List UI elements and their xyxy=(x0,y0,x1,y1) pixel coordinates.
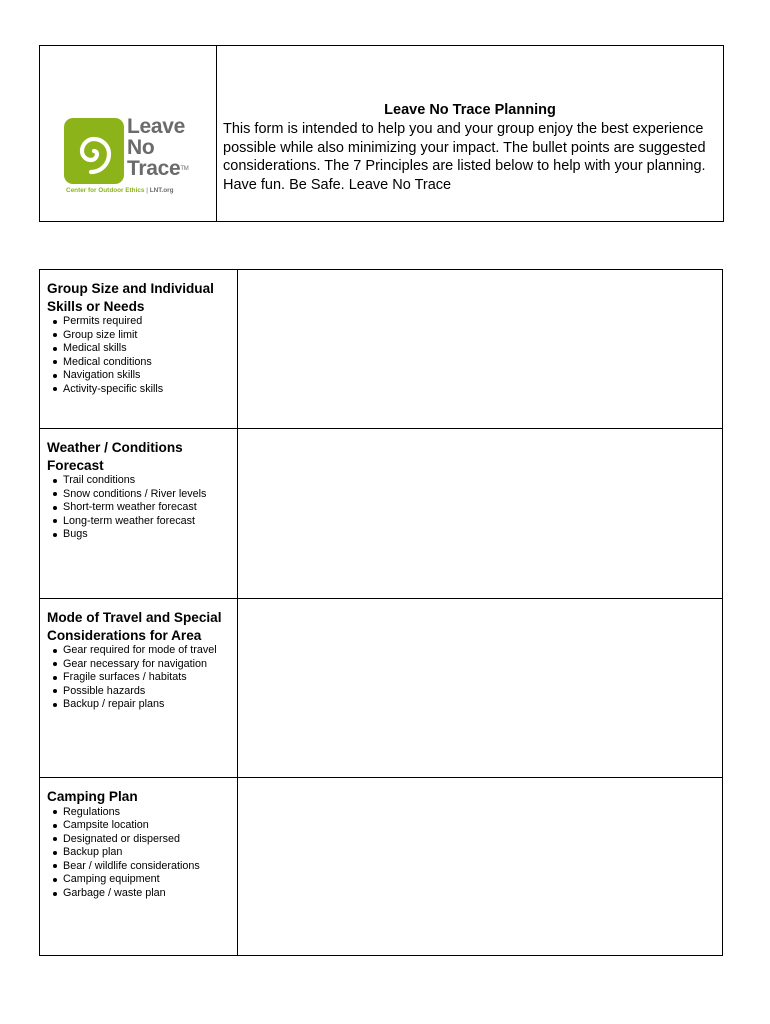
bullet-item: Long-term weather forecast xyxy=(47,515,231,529)
bullet-item: Campsite location xyxy=(47,819,231,833)
spiral-logo-icon xyxy=(64,118,124,184)
bullet-item: Gear required for mode of travel xyxy=(47,644,231,658)
logo-word-no: No xyxy=(127,136,155,159)
page-title: Leave No Trace Planning xyxy=(384,102,556,118)
bullet-item: Fragile surfaces / habitats xyxy=(47,671,231,685)
bullet-item: Backup / repair plans xyxy=(47,698,231,712)
intro-text: This form is intended to help you and your group enjoy the best experience possible while also minimizing your impact. The bullet points are suggested considerations. The 7 Principles are listed below to help with your planning. Have fun. Be Safe. Leave No Trace xyxy=(223,121,706,193)
logo-cell xyxy=(40,46,217,221)
bullet-item: Regulations xyxy=(47,806,231,820)
bullet-item: Permits required xyxy=(47,315,231,329)
section-label-cell xyxy=(40,599,238,777)
answer-field-weather[interactable] xyxy=(238,429,722,598)
bullet-list xyxy=(47,806,231,901)
section-row-weather xyxy=(40,429,722,599)
bullet-item: Short-term weather forecast xyxy=(47,501,231,515)
section-label-cell xyxy=(40,270,238,428)
section-row-camping xyxy=(40,778,722,955)
header-table xyxy=(39,45,724,222)
logo-tagline-text: Center for Outdoor Ethics xyxy=(66,187,145,194)
bullet-list xyxy=(47,474,231,542)
bullet-item: Snow conditions / River levels xyxy=(47,488,231,502)
bullet-item: Activity-specific skills xyxy=(47,383,231,397)
section-label-cell xyxy=(40,778,238,955)
bullet-item: Designated or dispersed xyxy=(47,833,231,847)
section-row-group-size xyxy=(40,270,722,429)
planning-table xyxy=(39,269,723,956)
bullet-list xyxy=(47,644,231,712)
leave-no-trace-logo xyxy=(64,115,214,198)
logo-word-trace xyxy=(127,159,188,179)
logo-word-leave: Leave xyxy=(127,115,186,138)
answer-field-travel[interactable] xyxy=(238,599,722,777)
logo-trademark: TM xyxy=(180,166,189,172)
bullet-item: Trail conditions xyxy=(47,474,231,488)
bullet-item: Possible hazards xyxy=(47,685,231,699)
bullet-item: Medical skills xyxy=(47,342,231,356)
intro-cell xyxy=(217,46,723,221)
section-title: Camping Plan xyxy=(47,789,138,804)
answer-field-group-size[interactable] xyxy=(238,270,722,428)
section-title: Mode of Travel and Special Considerations for Area xyxy=(47,610,222,643)
section-row-travel xyxy=(40,599,722,778)
bullet-item: Medical conditions xyxy=(47,356,231,370)
answer-field-camping[interactable] xyxy=(238,778,722,955)
logo-site: LNT.org xyxy=(149,187,174,194)
logo-tagline xyxy=(66,187,216,194)
bullet-item: Gear necessary for navigation xyxy=(47,658,231,672)
section-title: Group Size and Individual Skills or Needs xyxy=(47,281,214,314)
bullet-item: Group size limit xyxy=(47,329,231,343)
bullet-item: Bugs xyxy=(47,528,231,542)
logo-word-trace-text: Trace xyxy=(127,157,181,180)
bullet-item: Garbage / waste plan xyxy=(47,887,231,901)
bullet-item: Navigation skills xyxy=(47,369,231,383)
bullet-list xyxy=(47,315,231,397)
section-label-cell xyxy=(40,429,238,598)
bullet-item: Camping equipment xyxy=(47,873,231,887)
logo-separator: | xyxy=(146,187,148,194)
section-title: Weather / Conditions Forecast xyxy=(47,440,183,473)
bullet-item: Backup plan xyxy=(47,846,231,860)
bullet-item: Bear / wildlife considerations xyxy=(47,860,231,874)
